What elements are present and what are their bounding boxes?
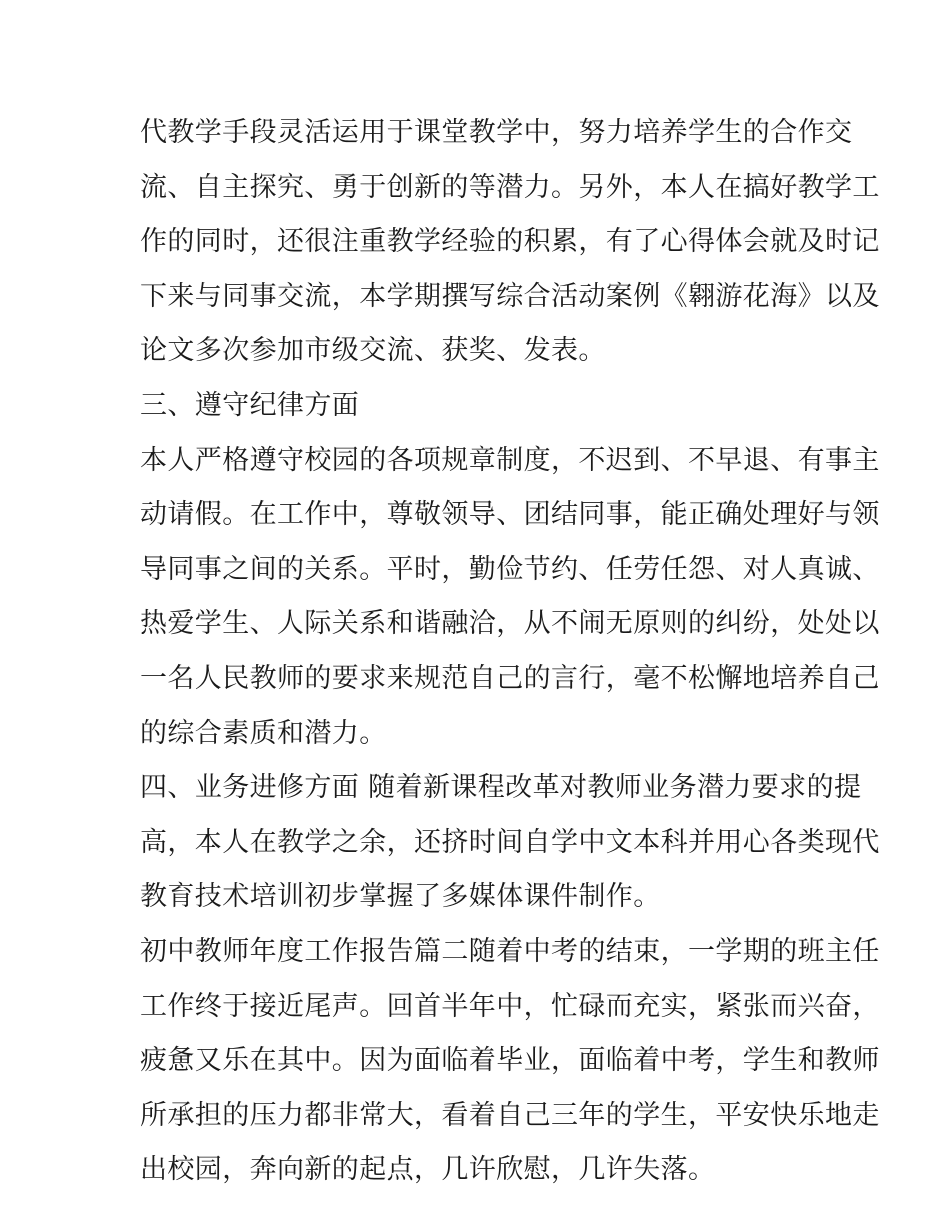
text-line: 本人严格遵守校园的各项规章制度，不迟到、不早退、有事主: [140, 444, 880, 476]
document-body: [140, 106, 880, 1198]
text-line: 论文多次参加市级交流、获奖、发表。: [140, 335, 606, 367]
text-line: 所承担的压力都非常大，看着自己三年的学生，平安快乐地走: [140, 1099, 880, 1131]
text-line: 流、自主探究、勇于创新的等潜力。另外，本人在搞好教学工: [140, 171, 880, 203]
section-heading-professional-development: 四、业务进修方面 随着新课程改革对教师业务潜力要求的提: [140, 772, 862, 804]
text-line: 下来与同事交流，本学期撰写综合活动案例《翱游花海》以及: [140, 280, 880, 312]
text-line: 动请假。在工作中，尊敬领导、团结同事，能正确处理好与领: [140, 499, 880, 531]
text-line: 高，本人在教学之余，还挤时间自学中文本科并用心各类现代: [140, 826, 880, 858]
text-line: 代教学手段灵活运用于课堂教学中，努力培养学生的合作交: [140, 117, 853, 148]
text-line: 疲惫又乐在其中。因为面临着毕业，面临着中考，学生和教师: [140, 1045, 880, 1077]
text-line: 热爱学生、人际关系和谐融洽，从不闹无原则的纠纷，处处以: [140, 608, 880, 640]
text-line: 出校园，奔向新的起点，几许欣慰，几许失落。: [140, 1154, 716, 1186]
text-line: 的综合素质和潜力。: [140, 717, 387, 749]
text-line: 作的同时，还很注重教学经验的积累，有了心得体会就及时记: [140, 226, 880, 258]
text-line: 初中教师年度工作报告篇二随着中考的结束，一学期的班主任: [140, 935, 880, 967]
section-heading-discipline: 三、遵守纪律方面: [140, 389, 360, 421]
text-line: 一名人民教师的要求来规范自己的言行，毫不松懈地培养自己: [140, 662, 880, 694]
text-line: 教育技术培训初步掌握了多媒体课件制作。: [140, 881, 661, 913]
text-line: 工作终于接近尾声。回首半年中，忙碌而充实，紧张而兴奋，: [140, 990, 880, 1022]
text-line: 导同事之间的关系。平时，勤俭节约、任劳任怨、对人真诚、: [140, 553, 880, 585]
